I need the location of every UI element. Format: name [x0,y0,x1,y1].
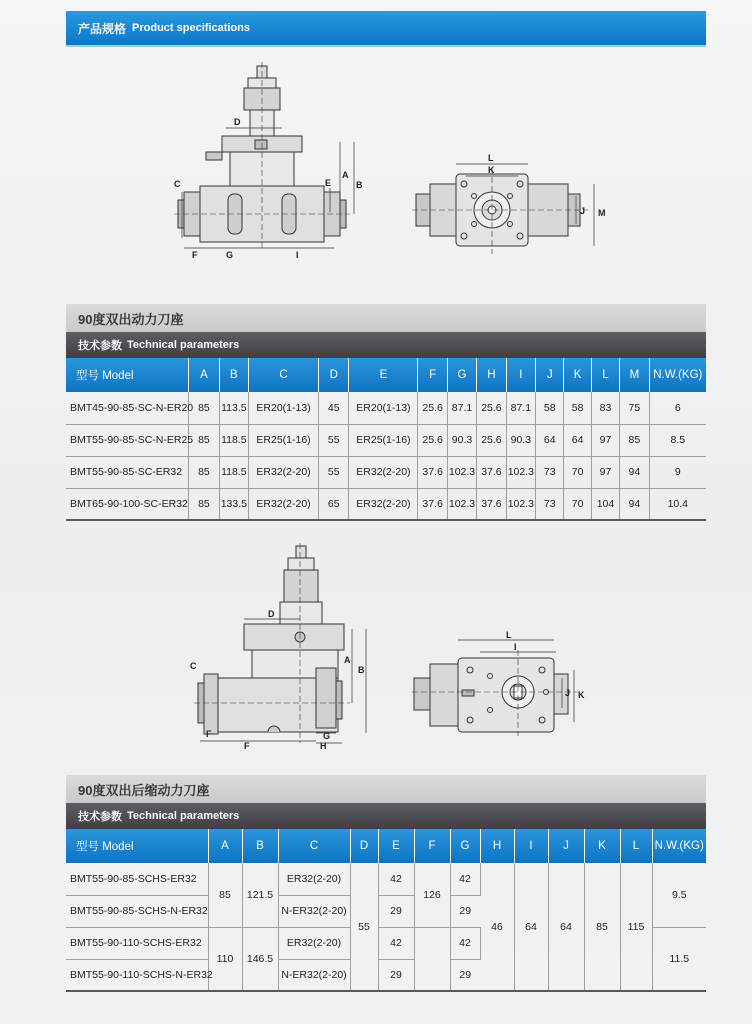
tech-label-en: Technical parameters [127,810,240,822]
cell: 87.1 [447,392,476,424]
cell: 75 [620,392,649,424]
cell: ER32(2-20) [349,488,418,520]
cell-I: 64 [514,863,548,991]
column-header-m: M [620,358,649,392]
cell: 6 [649,392,706,424]
table-header-row [66,358,706,392]
svg-text:B: B [358,665,365,675]
column-header-b: B [219,358,248,392]
cell: 55 [319,456,349,488]
tech-label-zh: 技术参数 [78,811,122,823]
column-header-a: A [189,358,219,392]
cell: ER32(2-20) [249,488,319,520]
cell-E: 42 [378,927,414,959]
section-2-title: 90度双出后缩动力刀座 [66,775,706,803]
cell-A: 110 [208,927,242,991]
column-header-e: E [378,829,414,863]
cell: 104 [591,488,619,520]
column-header-g: G [447,358,476,392]
svg-text:A: A [344,655,351,665]
table-row [66,488,706,520]
svg-text:K: K [578,690,585,700]
cell: 25.6 [418,392,447,424]
svg-text:K: K [488,165,495,175]
column-header-d: D [319,358,349,392]
svg-text:J: J [565,688,571,698]
cell: 25.6 [418,424,447,456]
cell: 37.6 [418,456,447,488]
column-header-c: C [278,829,350,863]
cell: 94 [620,488,649,520]
cell: 85 [189,456,219,488]
cell: 97 [591,456,619,488]
column-header-c: C [249,358,319,392]
cell: ER32(2-20) [349,456,418,488]
column-header-l: L [591,358,619,392]
svg-text:D: D [234,117,241,127]
cell-B: 121.5 [242,863,278,927]
cell: ER25(1-16) [249,424,319,456]
page-header [66,11,706,47]
column-header-n-w-kg-: N.W.(KG) [652,829,706,863]
cell: 87.1 [506,392,535,424]
svg-text:A: A [342,170,349,180]
cell: 70 [564,456,591,488]
drawing-1-side-view [170,62,380,272]
svg-text:J: J [580,206,586,216]
spec-table-2 [66,829,706,992]
drawing-2-side-view [180,543,380,753]
svg-text:H: H [320,741,327,751]
cell: 85 [189,488,219,520]
cell: ER25(1-16) [349,424,418,456]
cell: 73 [536,456,564,488]
tech-label-zh: 技术参数 [78,340,122,352]
column-header-l: L [620,829,652,863]
cell: 113.5 [219,392,248,424]
svg-text:F: F [244,741,250,751]
svg-text:C: C [190,661,197,671]
cell: 70 [564,488,591,520]
svg-text:D: D [268,609,275,619]
cell-E: 29 [378,959,414,991]
cell: 65 [319,488,349,520]
model-cell: BMT65-90-100-SC-ER32 [66,488,189,520]
cell-C: ER32(2-20) [278,863,350,895]
model-cell: BMT55-90-85-SCHS-ER32 [66,863,208,895]
cell: 102.3 [447,456,476,488]
cell-L: 115 [620,863,652,991]
cell: 90.3 [506,424,535,456]
cell: ER20(1-13) [249,392,319,424]
column-header-j: J [548,829,584,863]
cell-F: 126 [414,863,450,927]
cell-G: 42 [450,863,480,895]
cell-G: 29 [450,959,480,991]
cell: 64 [536,424,564,456]
cell: 37.6 [477,456,506,488]
section-1-tech-bar [66,332,706,358]
drawing-2-front-view [410,630,610,740]
cell-C: N-ER32(2-20) [278,895,350,927]
cell-H: 46 [480,863,514,991]
tech-label-en: Technical parameters [127,339,240,351]
cell: 64 [564,424,591,456]
column-header-j: J [536,358,564,392]
cell: 58 [564,392,591,424]
cell-G: 42 [450,927,480,959]
column-header-f: F [414,829,450,863]
cell: 97 [591,424,619,456]
column-header-d: D [350,829,378,863]
cell-nw: 11.5 [652,927,706,991]
column-header-h: H [477,358,506,392]
cell-D: 55 [350,863,378,991]
table-row [66,424,706,456]
cell-E: 29 [378,895,414,927]
cell-B: 146.5 [242,927,278,991]
table-row [66,863,706,895]
cell-nw: 9.5 [652,863,706,927]
header-title-en: Product specifications [132,22,250,34]
cell: 10.4 [649,488,706,520]
column-header-g: G [450,829,480,863]
cell: 25.6 [477,392,506,424]
column-header-i: I [506,358,535,392]
cell: 90.3 [447,424,476,456]
model-cell: BMT55-90-85-SCHS-N-ER32 [66,895,208,927]
cell: 9 [649,456,706,488]
cell-F [414,927,450,991]
cell: 58 [536,392,564,424]
svg-text:L: L [506,630,512,640]
cell: 102.3 [506,488,535,520]
cell: 55 [319,424,349,456]
svg-text:G: G [323,731,331,741]
cell-K: 85 [584,863,620,991]
cell-A: 85 [208,863,242,927]
svg-text:G: G [226,250,234,260]
cell-C: N-ER32(2-20) [278,959,350,991]
drawing-1-front-view [410,150,610,260]
section-1-title: 90度双出动力刀座 [66,304,706,332]
cell: 102.3 [506,456,535,488]
header-title-zh: 产品规格 [78,21,127,36]
cell-G: 29 [450,895,480,927]
cell: 85 [620,424,649,456]
cell: 102.3 [447,488,476,520]
svg-text:F: F [206,729,212,739]
column-header-f: F [418,358,447,392]
cell: 94 [620,456,649,488]
model-cell: BMT55-90-110-SCHS-N-ER32 [66,959,208,991]
spec-table-1 [66,358,706,521]
svg-text:F: F [192,250,198,260]
cell: 37.6 [477,488,506,520]
cell-E: 42 [378,863,414,895]
cell: 25.6 [477,424,506,456]
svg-text:E: E [325,178,332,188]
model-cell: BMT45-90-85-SC-N-ER20 [66,392,189,424]
column-header-model: 型号 Model [66,358,189,392]
cell: ER20(1-13) [349,392,418,424]
cell-C: ER32(2-20) [278,927,350,959]
svg-text:I: I [514,642,517,652]
cell: 45 [319,392,349,424]
svg-text:I: I [296,250,299,260]
section-2-tech-bar [66,803,706,829]
cell: 118.5 [219,424,248,456]
svg-text:C: C [174,179,181,189]
column-header-h: H [480,829,514,863]
column-header-b: B [242,829,278,863]
model-cell: BMT55-90-110-SCHS-ER32 [66,927,208,959]
column-header-model: 型号 Model [66,829,208,863]
svg-text:L: L [488,153,494,163]
column-header-n-w-kg-: N.W.(KG) [649,358,706,392]
column-header-k: K [584,829,620,863]
cell: 133.5 [219,488,248,520]
table-row [66,392,706,424]
cell: ER32(2-20) [249,456,319,488]
cell-J: 64 [548,863,584,991]
model-cell: BMT55-90-85-SC-N-ER25 [66,424,189,456]
cell: 8.5 [649,424,706,456]
cell: 83 [591,392,619,424]
cell: 118.5 [219,456,248,488]
svg-text:M: M [598,208,606,218]
table-header-row [66,829,706,863]
svg-text:B: B [356,180,363,190]
cell: 85 [189,392,219,424]
cell: 73 [536,488,564,520]
cell: 37.6 [418,488,447,520]
column-header-i: I [514,829,548,863]
column-header-a: A [208,829,242,863]
column-header-k: K [564,358,591,392]
cell: 85 [189,424,219,456]
column-header-e: E [349,358,418,392]
model-cell: BMT55-90-85-SC-ER32 [66,456,189,488]
table-row [66,456,706,488]
